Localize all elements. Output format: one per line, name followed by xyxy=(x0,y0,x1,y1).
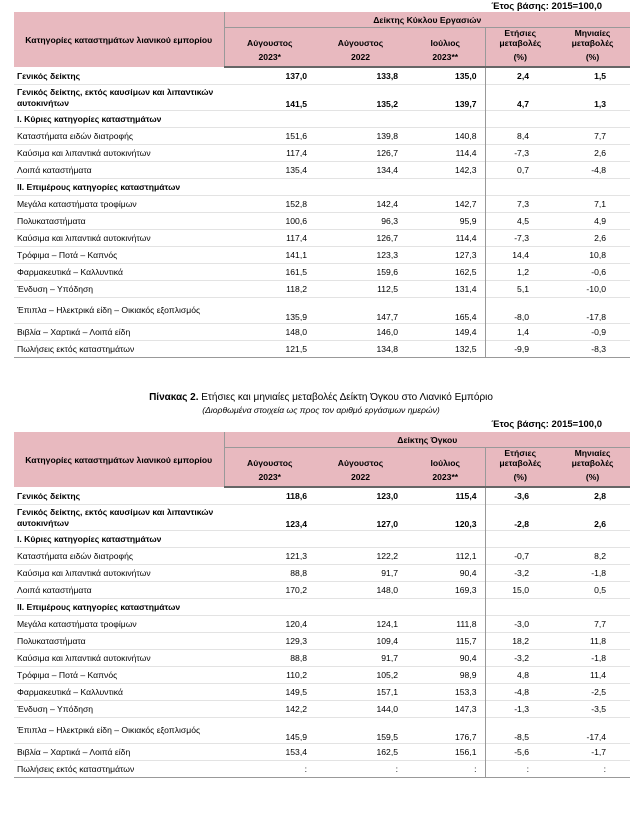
value-aug2022: 122,2 xyxy=(376,551,398,561)
row-label: II. Επιμέρους κατηγορίες καταστημάτων xyxy=(17,602,181,612)
value-aug2023: 100,6 xyxy=(285,216,307,226)
table-row xyxy=(14,67,630,85)
value-aug2022: 112,5 xyxy=(377,284,398,294)
value-monthly-change: -10,0 xyxy=(586,284,607,294)
table-row xyxy=(14,548,630,565)
value-jul2023: 153,3 xyxy=(454,687,477,697)
row-label: Έπιπλα – Ηλεκτρικά είδη – Οικιακός εξοπλισμός xyxy=(17,725,201,735)
table-row xyxy=(14,145,630,162)
value-jul2023: 169,3 xyxy=(454,585,477,595)
row-label: Έπιπλα – Ηλεκτρικά είδη – Οικιακός εξοπλισμός xyxy=(17,305,201,315)
value-aug2023: 88,8 xyxy=(290,653,307,663)
value-jul2023: 165,4 xyxy=(454,312,477,322)
value-jul2023: 95,9 xyxy=(459,216,477,226)
table-row xyxy=(14,667,630,684)
value-jul2023: 139,7 xyxy=(454,99,477,109)
value-annual-change: 15,0 xyxy=(485,582,555,599)
value-aug2023: 121,3 xyxy=(285,551,307,561)
value-aug2023: 142,2 xyxy=(285,704,307,714)
table-row xyxy=(14,247,630,264)
row-label: Πολυκαταστήματα xyxy=(17,216,86,226)
table-row xyxy=(14,111,630,128)
value-aug2023: : xyxy=(304,764,307,774)
value-monthly-change: -0,6 xyxy=(591,267,607,277)
value-monthly-change xyxy=(555,179,630,196)
table-row xyxy=(14,701,630,718)
row-label: Καταστήματα ειδών διατροφής xyxy=(17,551,133,561)
value-jul2023: 127,3 xyxy=(454,250,477,260)
value-jul2023: : xyxy=(474,764,477,774)
value-aug2023: 117,4 xyxy=(286,148,307,158)
value-aug2022: 159,6 xyxy=(376,267,398,277)
value-annual-change xyxy=(485,599,555,616)
value-aug2023: 141,5 xyxy=(285,99,307,109)
table-row xyxy=(14,230,630,247)
table-row xyxy=(14,487,630,505)
col-header-year-3: 2023** xyxy=(406,48,485,67)
value-aug2023: 137,0 xyxy=(285,71,307,81)
row-label: I. Κύριες κατηγορίες καταστημάτων xyxy=(17,114,162,124)
value-annual-change: 2,4 xyxy=(485,67,555,85)
value-monthly-change: 1,5 xyxy=(594,71,607,81)
row-label: I. Κύριες κατηγορίες καταστημάτων xyxy=(17,534,162,544)
table-row xyxy=(14,650,630,667)
table-row xyxy=(14,324,630,341)
value-aug2023: 152,8 xyxy=(285,199,307,209)
value-aug2022: 109,4 xyxy=(376,636,398,646)
table-row xyxy=(14,213,630,230)
value-monthly-change: 4,9 xyxy=(594,216,607,226)
value-aug2022 xyxy=(315,531,406,548)
value-aug2022 xyxy=(315,599,406,616)
row-label: Καταστήματα ειδών διατροφής xyxy=(17,131,133,141)
row-label: Φαρμακευτικά – Καλλυντικά xyxy=(17,267,123,277)
table-row xyxy=(14,531,630,548)
table-row xyxy=(14,505,630,531)
value-aug2022: 123,3 xyxy=(376,250,398,260)
col-header-aug2022: Αύγουστος xyxy=(315,28,406,49)
row-label: Βιβλία – Χαρτικά – Λοιπά είδη xyxy=(17,747,131,757)
value-annual-change: -9,9 xyxy=(485,341,555,358)
row-label: Μεγάλα καταστήματα τροφίμων xyxy=(17,619,137,629)
value-aug2023: 141,1 xyxy=(285,250,307,260)
category-header: Κατηγορίες καταστημάτων λιανικού εμπορίου xyxy=(14,12,224,67)
value-monthly-change: 2,6 xyxy=(594,519,607,529)
value-jul2023 xyxy=(406,179,485,196)
value-monthly-change: -8,3 xyxy=(591,344,607,354)
value-monthly-change: : xyxy=(603,764,607,774)
value-monthly-change: -2,5 xyxy=(591,687,607,697)
row-label: Καύσιμα και λιπαντικά αυτοκινήτων xyxy=(17,233,151,243)
volume-index-table xyxy=(14,432,630,778)
value-monthly-change: 2,8 xyxy=(594,491,607,501)
value-jul2023 xyxy=(406,111,485,128)
value-annual-change: 18,2 xyxy=(485,633,555,650)
row-label: Τρόφιμα – Ποτά – Καπνός xyxy=(17,250,118,260)
table-row xyxy=(14,264,630,281)
value-annual-change: 1,4 xyxy=(485,324,555,341)
value-jul2023: 132,5 xyxy=(454,344,477,354)
col-header-monthly-sub: μεταβολές xyxy=(571,38,614,48)
value-monthly-change: 7,1 xyxy=(594,199,607,209)
row-label: Γενικός δείκτης, εκτός καυσίμων και λιπαντικών αυτοκινήτων xyxy=(17,506,214,528)
value-aug2023: 118,6 xyxy=(285,491,307,501)
value-aug2022: 159,5 xyxy=(376,732,398,742)
value-jul2023: 147,3 xyxy=(454,704,477,714)
col-header-annual: Ετήσιες xyxy=(504,448,537,458)
table-row xyxy=(14,718,630,744)
value-aug2022: 91,7 xyxy=(381,653,398,663)
table2-title: Ετήσιες και μηνιαίες μεταβολές Δείκτη Όγκου στο Λιανικό Εμπόριο xyxy=(201,392,493,403)
value-aug2022: 134,8 xyxy=(376,344,398,354)
value-monthly-change: 10,8 xyxy=(589,250,607,260)
value-aug2022: 148,0 xyxy=(376,585,398,595)
value-jul2023: 112,1 xyxy=(455,551,477,561)
col-header-year-2: 2022 xyxy=(315,48,406,67)
col-header-aug2022: Αύγουστος xyxy=(315,448,406,469)
row-label: Καύσιμα και λιπαντικά αυτοκινήτων xyxy=(17,568,151,578)
value-jul2023: 120,3 xyxy=(454,519,477,529)
value-annual-change xyxy=(485,111,555,128)
value-aug2023: 148,0 xyxy=(285,327,307,337)
base-year-label: Έτος βάσης: 2015=100,0 xyxy=(491,419,602,430)
table-row xyxy=(14,341,630,358)
value-annual-change: -3,2 xyxy=(485,650,555,667)
value-aug2022: 126,7 xyxy=(376,148,398,158)
row-label: Τρόφιμα – Ποτά – Καπνός xyxy=(17,670,118,680)
table-row xyxy=(14,633,630,650)
value-annual-change: 4,7 xyxy=(485,85,555,111)
row-label: Καύσιμα και λιπαντικά αυτοκινήτων xyxy=(17,653,151,663)
table-row xyxy=(14,85,630,111)
row-label: II. Επιμέρους κατηγορίες καταστημάτων xyxy=(17,182,181,192)
value-monthly-change xyxy=(555,599,630,616)
col-header-year-3: 2023** xyxy=(406,468,485,487)
value-monthly-change xyxy=(555,531,630,548)
value-monthly-change: 2,6 xyxy=(594,148,607,158)
value-annual-change: 4,8 xyxy=(485,667,555,684)
col-header-year-1: 2023* xyxy=(224,48,315,67)
col-header-jul2023: Ιούλιος xyxy=(406,448,485,469)
value-jul2023: 162,5 xyxy=(454,267,477,277)
table-body xyxy=(14,487,630,778)
base-year-label: Έτος βάσης: 2015=100,0 xyxy=(491,1,602,12)
value-jul2023: 142,7 xyxy=(454,199,477,209)
value-annual-change: -8,5 xyxy=(485,718,555,744)
value-jul2023: 142,3 xyxy=(454,165,477,175)
value-annual-change: 5,1 xyxy=(485,281,555,298)
col-header-year-1: 2023* xyxy=(224,468,315,487)
row-label: Μεγάλα καταστήματα τροφίμων xyxy=(17,199,137,209)
table2-caption xyxy=(0,392,642,403)
value-annual-change: -3,0 xyxy=(485,616,555,633)
value-aug2022 xyxy=(315,111,406,128)
value-aug2023: 117,4 xyxy=(286,233,307,243)
value-aug2022: 147,7 xyxy=(376,312,398,322)
value-monthly-change: 8,2 xyxy=(594,551,607,561)
row-label: Γενικός δείκτης xyxy=(17,490,81,501)
col-header-monthly: Μηνιαίες xyxy=(574,448,611,458)
value-aug2023 xyxy=(224,531,315,548)
value-aug2022 xyxy=(315,179,406,196)
value-monthly-change: 11,4 xyxy=(589,670,607,680)
category-header: Κατηγορίες καταστημάτων λιανικού εμπορίου xyxy=(14,432,224,487)
col-header-aug2023: Αύγουστος xyxy=(224,28,315,49)
value-aug2023 xyxy=(224,111,315,128)
col-header-pct-2: (%) xyxy=(555,468,630,487)
table-body xyxy=(14,67,630,358)
row-label: Βιβλία – Χαρτικά – Λοιπά είδη xyxy=(17,327,131,337)
value-aug2023: 135,9 xyxy=(285,312,307,322)
value-annual-change: -3,2 xyxy=(485,565,555,582)
value-jul2023: 114,4 xyxy=(455,148,477,158)
value-aug2022: 127,0 xyxy=(376,519,398,529)
turnover-index-table xyxy=(14,12,630,358)
table2-number: Πίνακας 2. xyxy=(149,392,199,403)
table-row xyxy=(14,761,630,778)
value-jul2023: 176,7 xyxy=(454,732,477,742)
value-annual-change xyxy=(485,531,555,548)
value-aug2022: 134,4 xyxy=(376,165,398,175)
value-aug2022: 144,0 xyxy=(376,704,398,714)
row-label: Φαρμακευτικά – Καλλυντικά xyxy=(17,687,123,697)
value-aug2022: 91,7 xyxy=(381,568,398,578)
value-jul2023: 98,9 xyxy=(459,670,477,680)
value-aug2022: 123,0 xyxy=(376,491,398,501)
row-label: Ένδυση – Υπόδηση xyxy=(17,284,94,294)
value-aug2023: 88,8 xyxy=(290,568,307,578)
col-header-monthly-sub: μεταβολές xyxy=(571,458,614,468)
value-aug2022: 105,2 xyxy=(376,670,398,680)
value-aug2022: 124,1 xyxy=(376,619,398,629)
value-monthly-change: -1,7 xyxy=(591,747,607,757)
value-monthly-change: 7,7 xyxy=(594,619,607,629)
value-jul2023: 131,4 xyxy=(454,284,477,294)
col-header-pct-2: (%) xyxy=(555,48,630,67)
value-monthly-change: -17,8 xyxy=(586,312,607,322)
index-name-header: Δείκτης Κύκλου Εργασιών xyxy=(224,12,630,28)
value-monthly-change xyxy=(555,111,630,128)
value-aug2022: 96,3 xyxy=(381,216,398,226)
value-monthly-change: -1,8 xyxy=(591,653,607,663)
row-label: Ένδυση – Υπόδηση xyxy=(17,704,94,714)
value-annual-change: 8,4 xyxy=(485,128,555,145)
table-row xyxy=(14,281,630,298)
value-jul2023: 90,4 xyxy=(459,653,477,663)
value-monthly-change: -17,4 xyxy=(586,732,607,742)
value-jul2023 xyxy=(406,531,485,548)
value-jul2023: 149,4 xyxy=(454,327,477,337)
col-header-pct-1: (%) xyxy=(485,468,555,487)
value-jul2023: 111,8 xyxy=(456,619,477,629)
value-annual-change: 4,5 xyxy=(485,213,555,230)
table-row xyxy=(14,196,630,213)
col-header-pct-1: (%) xyxy=(485,48,555,67)
value-jul2023 xyxy=(406,599,485,616)
value-jul2023: 114,4 xyxy=(455,233,477,243)
value-monthly-change: 0,5 xyxy=(594,585,607,595)
value-annual-change: -0,7 xyxy=(485,548,555,565)
col-header-jul2023: Ιούλιος xyxy=(406,28,485,49)
value-aug2023: 120,4 xyxy=(285,619,307,629)
value-aug2023: 118,2 xyxy=(286,284,307,294)
table-row xyxy=(14,582,630,599)
value-aug2023: 170,2 xyxy=(285,585,307,595)
index-name-header: Δείκτης Όγκου xyxy=(224,432,630,448)
value-monthly-change: -0,9 xyxy=(591,327,607,337)
value-monthly-change: -4,8 xyxy=(591,165,607,175)
row-label: Λοιπά καταστήματα xyxy=(17,165,92,175)
value-annual-change: 7,3 xyxy=(485,196,555,213)
table-row xyxy=(14,298,630,324)
value-aug2023: 129,3 xyxy=(285,636,307,646)
value-aug2022: 126,7 xyxy=(376,233,398,243)
row-label: Γενικός δείκτης xyxy=(17,70,81,81)
table-row xyxy=(14,616,630,633)
value-jul2023: 115,4 xyxy=(455,491,477,501)
value-jul2023: 135,0 xyxy=(454,71,477,81)
value-aug2023: 123,4 xyxy=(285,519,307,529)
table2-subtitle: (Διορθωμένα στοιχεία ως προς τον αριθμό εργάσιμων ημερών) xyxy=(202,405,440,415)
value-annual-change: -8,0 xyxy=(485,298,555,324)
value-aug2022: 157,1 xyxy=(376,687,398,697)
row-label: Καύσιμα και λιπαντικά αυτοκινήτων xyxy=(17,148,151,158)
table-row xyxy=(14,128,630,145)
value-monthly-change: 2,6 xyxy=(594,233,607,243)
value-aug2023: 110,2 xyxy=(286,670,307,680)
value-aug2023: 145,9 xyxy=(285,732,307,742)
table-row xyxy=(14,599,630,616)
col-header-annual-sub: μεταβολές xyxy=(499,458,542,468)
value-monthly-change: 11,8 xyxy=(589,636,607,646)
value-annual-change: -7,3 xyxy=(485,230,555,247)
row-label: Πωλήσεις εκτός καταστημάτων xyxy=(17,764,135,774)
value-aug2022: 133,8 xyxy=(376,71,398,81)
table-row xyxy=(14,684,630,701)
value-aug2022: 139,8 xyxy=(376,131,398,141)
value-annual-change: -3,6 xyxy=(485,487,555,505)
table-row xyxy=(14,162,630,179)
value-annual-change: : xyxy=(485,761,555,778)
value-annual-change: -5,6 xyxy=(485,744,555,761)
value-jul2023: 115,7 xyxy=(455,636,477,646)
value-aug2023 xyxy=(224,599,315,616)
row-label: Λοιπά καταστήματα xyxy=(17,585,92,595)
value-annual-change: 0,7 xyxy=(485,162,555,179)
col-header-annual: Ετήσιες xyxy=(504,28,537,38)
value-jul2023: 90,4 xyxy=(459,568,477,578)
row-label: Πωλήσεις εκτός καταστημάτων xyxy=(17,344,135,354)
value-monthly-change: 1,3 xyxy=(594,99,607,109)
value-aug2023: 135,4 xyxy=(285,165,307,175)
row-label: Πολυκαταστήματα xyxy=(17,636,86,646)
value-aug2022: : xyxy=(395,764,398,774)
value-annual-change: 14,4 xyxy=(485,247,555,264)
value-aug2023: 151,6 xyxy=(285,131,307,141)
value-annual-change: -2,8 xyxy=(485,505,555,531)
value-annual-change: -4,8 xyxy=(485,684,555,701)
value-aug2022: 142,4 xyxy=(376,199,398,209)
value-aug2023: 149,5 xyxy=(285,687,307,697)
value-aug2022: 135,2 xyxy=(376,99,398,109)
table-row xyxy=(14,565,630,582)
row-label: Γενικός δείκτης, εκτός καυσίμων και λιπαντικών αυτοκινήτων xyxy=(17,86,214,108)
col-header-aug2023: Αύγουστος xyxy=(224,448,315,469)
value-aug2023: 153,4 xyxy=(285,747,307,757)
value-annual-change xyxy=(485,179,555,196)
value-annual-change: -7,3 xyxy=(485,145,555,162)
value-monthly-change: 7,7 xyxy=(594,131,607,141)
value-aug2023 xyxy=(224,179,315,196)
col-header-monthly: Μηνιαίες xyxy=(574,28,611,38)
value-aug2022: 162,5 xyxy=(376,747,398,757)
col-header-annual-sub: μεταβολές xyxy=(499,38,542,48)
value-aug2022: 146,0 xyxy=(376,327,398,337)
value-monthly-change: -3,5 xyxy=(591,704,607,714)
value-aug2023: 121,5 xyxy=(285,344,307,354)
value-jul2023: 156,1 xyxy=(454,747,477,757)
value-monthly-change: -1,8 xyxy=(591,568,607,578)
table-row xyxy=(14,744,630,761)
col-header-year-2: 2022 xyxy=(315,468,406,487)
value-annual-change: 1,2 xyxy=(485,264,555,281)
value-aug2023: 161,5 xyxy=(285,267,307,277)
table-row xyxy=(14,179,630,196)
value-annual-change: -1,3 xyxy=(485,701,555,718)
value-jul2023: 140,8 xyxy=(454,131,477,141)
